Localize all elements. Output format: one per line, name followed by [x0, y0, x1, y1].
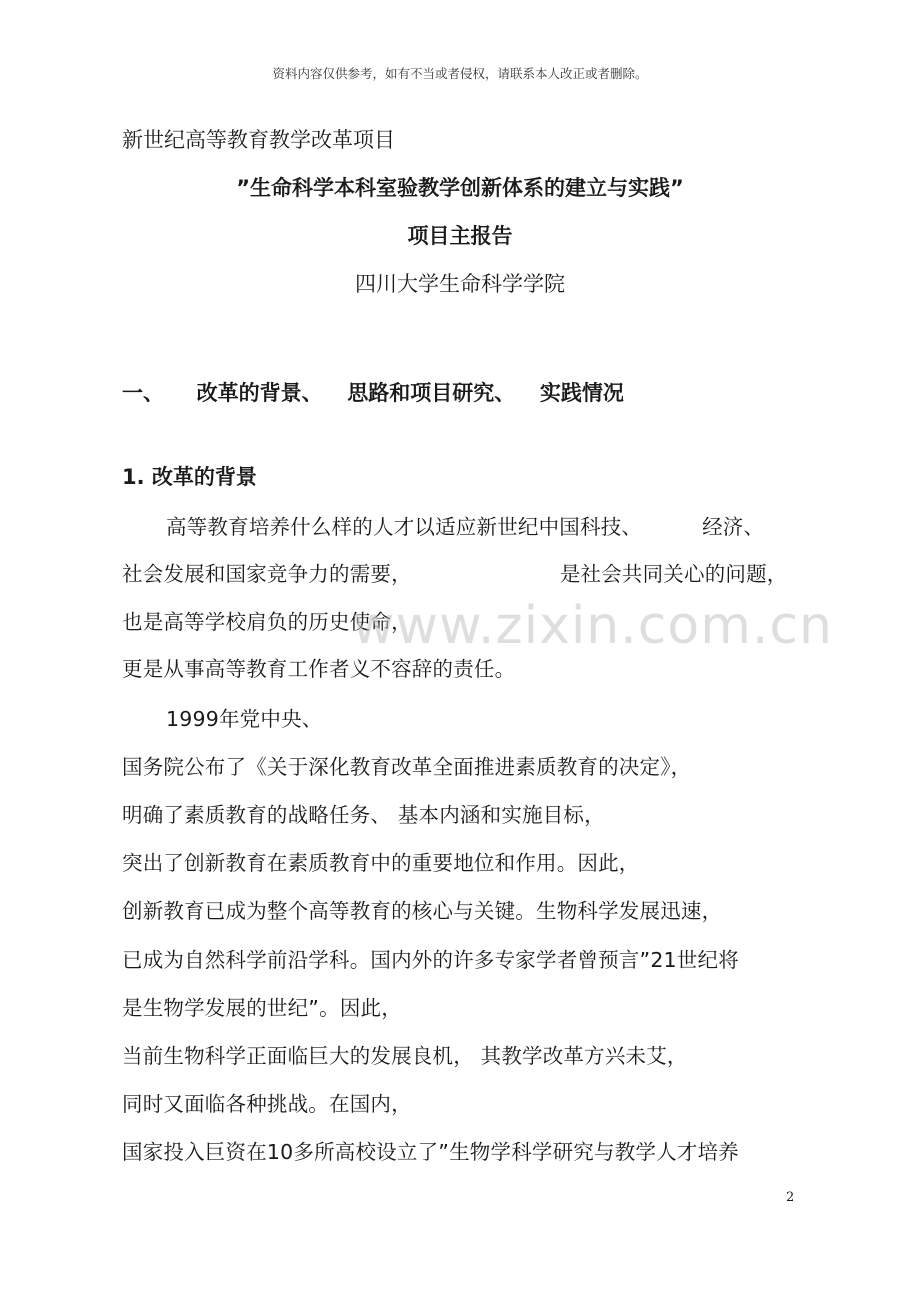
paragraph-2-line-3: 明确了素质教育的战略任务、 基本内涵和实施目标， [122, 803, 605, 827]
paragraph-2-line-2: 国务院公布了《关于深化教育改革全面推进素质教育的决定》， [122, 755, 692, 779]
institution-name: 四川大学生命科学学院 [355, 272, 565, 296]
subsection-heading-1: 1. 改革的背景 [122, 465, 257, 489]
text-span: 是社会共同关心的问题， [559, 562, 788, 586]
text-span: 经济、 [702, 515, 765, 539]
paragraph-2-line-10: 国家投入巨资在10多所高校设立了”生物学科学研究与教学人才培养 [122, 1140, 739, 1164]
paragraph-1-line-3: 也是高等学校肩负的历史使命， [122, 610, 412, 634]
paragraph-2-line-4: 突出了创新教育在素质教育中的重要地位和作用。因此， [122, 851, 640, 875]
page-number: 2 [786, 1190, 795, 1205]
paragraph-2-line-1: 1999年党中央、 [166, 707, 323, 731]
paragraph-2-line-6: 已成为自然科学前沿学科。国内外的许多专家学者曾预言”21世纪将 [122, 948, 739, 972]
section-heading-1 [122, 377, 624, 407]
paragraph-1-line-4: 更是从事高等教育工作者义不容辞的责任。 [122, 657, 516, 681]
paragraph-2-line-9: 同时又面临各种挑战。在国内， [122, 1092, 412, 1116]
paragraph-2-line-8: 当前生物科学正面临巨大的发展良机， 其教学改革方兴未艾， [122, 1044, 688, 1068]
project-line: 新世纪高等教育教学改革项目 [122, 128, 395, 152]
section-part-1: 改革的背景、 [196, 381, 323, 405]
text-span: 高等教育培养什么样的人才以适应新世纪中国科技、 [166, 515, 643, 539]
disclaimer-header: 资料内容仅供参考，如有不当或者侵权，请联系本人改正或者删除。 [272, 66, 648, 81]
watermark-text: www.zixin.com.cn [352, 596, 833, 656]
text-span: 社会发展和国家竞争力的需要， [122, 562, 412, 586]
paragraph-2-line-5: 创新教育已成为整个高等教育的核心与关键。生物科学发展迅速， [122, 899, 723, 923]
section-number: 一、 [122, 381, 164, 405]
paragraph-2-line-7: 是生物学发展的世纪”。因此， [122, 996, 402, 1020]
section-part-2: 思路和项目研究、 [347, 381, 516, 405]
report-subtitle: 项目主报告 [407, 224, 513, 248]
paragraph-1-line-2 [122, 557, 788, 587]
paragraph-1-line-1 [166, 510, 764, 540]
section-part-3: 实践情况 [539, 381, 624, 405]
report-title: ”生命科学本科室验教学创新体系的建立与实践” [236, 176, 684, 200]
